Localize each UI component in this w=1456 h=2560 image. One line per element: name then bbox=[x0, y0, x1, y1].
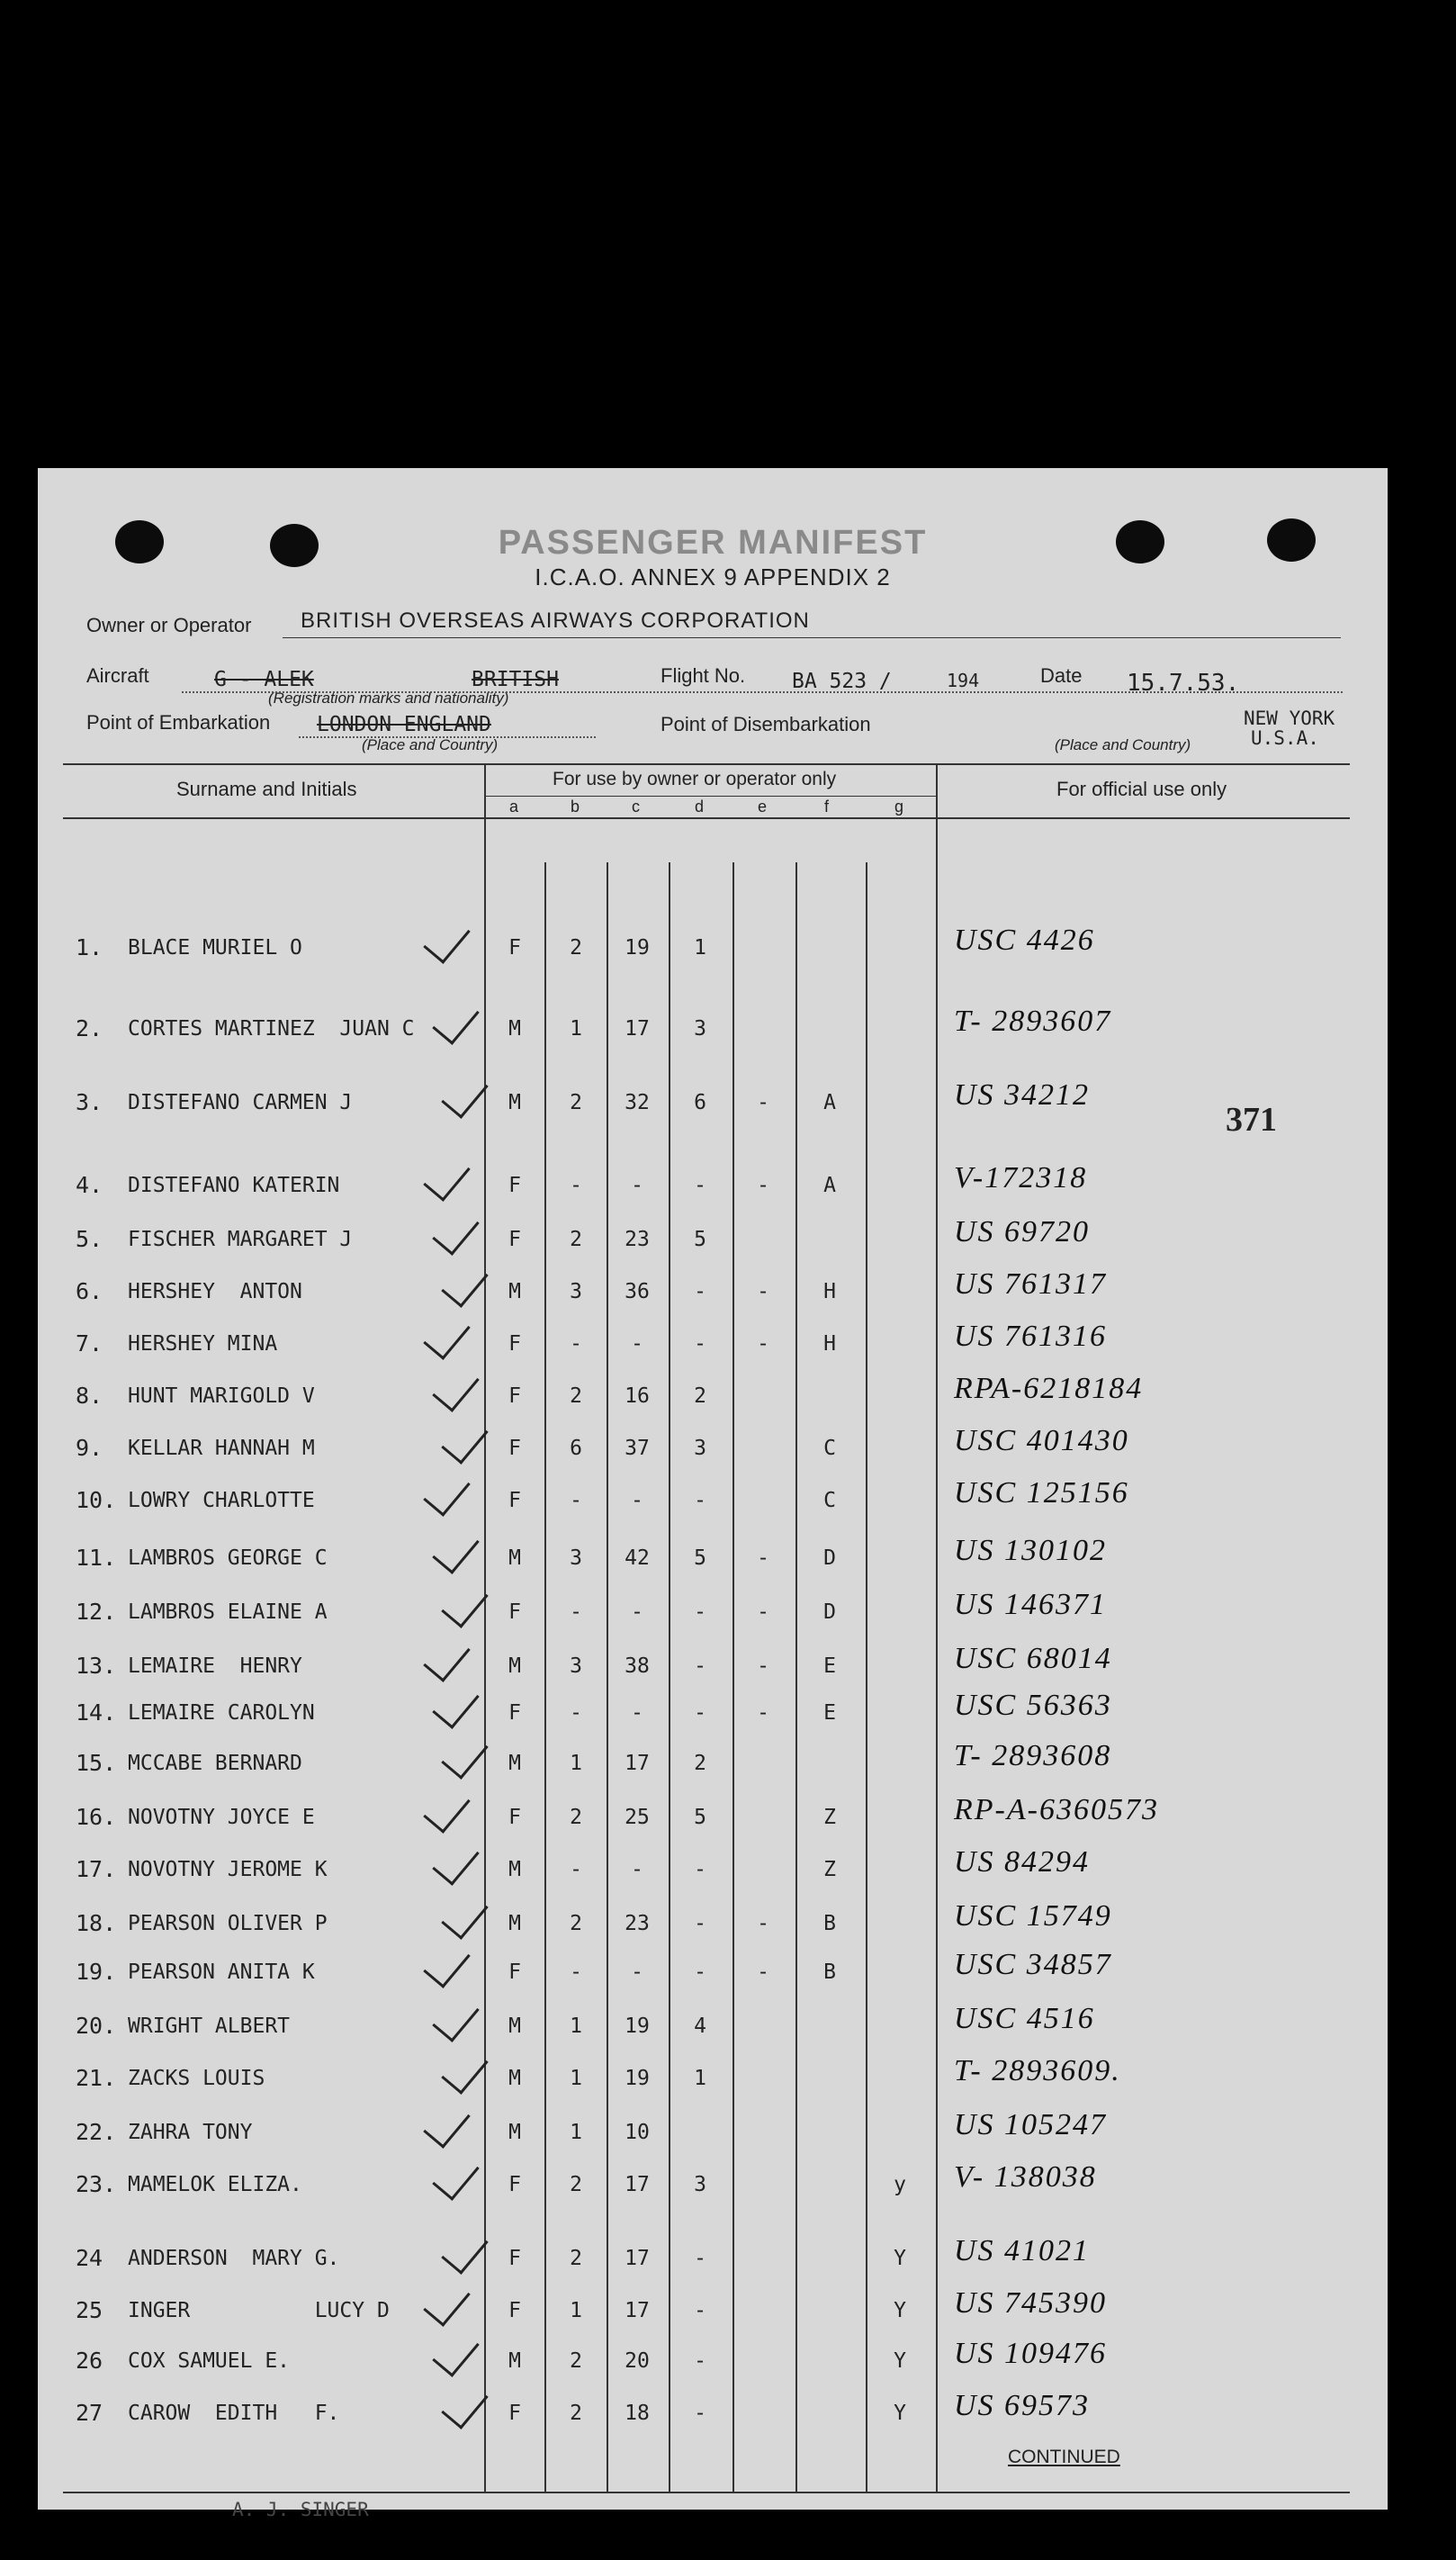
cell-a: M bbox=[508, 1546, 521, 1570]
passenger-name: MCCABE BERNARD bbox=[128, 1752, 302, 1775]
cell-d: - bbox=[694, 1332, 706, 1356]
cell-a: M bbox=[508, 1091, 521, 1114]
checkmark-icon bbox=[441, 1730, 488, 1780]
cell-d: 1 bbox=[694, 936, 706, 960]
cell-a: F bbox=[508, 2173, 521, 2196]
checkmark-icon bbox=[423, 1784, 470, 1834]
checkmark-icon bbox=[432, 1525, 479, 1574]
cell-d: 4 bbox=[694, 2015, 706, 2038]
checkmark-icon bbox=[423, 915, 470, 964]
official-entry: V- 138038 bbox=[954, 2160, 1097, 2194]
official-entry: US 761316 bbox=[954, 1320, 1108, 1353]
row-number: 14. bbox=[76, 1699, 117, 1726]
cell-a: F bbox=[508, 1384, 521, 1408]
cell-b: 3 bbox=[570, 1654, 582, 1678]
cell-a: F bbox=[508, 1961, 521, 1984]
official-entry: US 41021 bbox=[954, 2234, 1091, 2267]
official-entry: US 745390 bbox=[954, 2286, 1108, 2320]
cell-c: 37 bbox=[625, 1437, 650, 1460]
cell-d: - bbox=[694, 1858, 706, 1881]
cell-b: - bbox=[570, 1332, 582, 1356]
official-entry: US 84294 bbox=[954, 1845, 1091, 1879]
passenger-name: ANDERSON MARY G. bbox=[128, 2247, 340, 2270]
flight-suffix: 194 bbox=[947, 670, 980, 691]
checkmark-icon bbox=[432, 2151, 479, 2201]
owner-value: BRITISH OVERSEAS AIRWAYS CORPORATION bbox=[301, 608, 810, 633]
cell-b: - bbox=[570, 1600, 582, 1624]
cell-c: - bbox=[631, 1858, 643, 1881]
cell-d: - bbox=[694, 1701, 706, 1725]
cell-c: 25 bbox=[625, 1806, 650, 1829]
cell-c: - bbox=[631, 1489, 643, 1512]
passenger-name: ZACKS LOUIS bbox=[128, 2067, 265, 2090]
cell-b: 2 bbox=[570, 1091, 582, 1114]
cell-c: 17 bbox=[625, 1017, 650, 1041]
passenger-name: DISTEFANO CARMEN J bbox=[128, 1091, 353, 1114]
flight-label: Flight No. bbox=[661, 664, 746, 687]
passenger-name: HUNT MARIGOLD V bbox=[128, 1384, 315, 1408]
row-number: 6. bbox=[76, 1278, 103, 1304]
checkmark-icon bbox=[432, 1836, 479, 1886]
official-entry: RPA-6218184 bbox=[954, 1372, 1144, 1405]
cell-b: 2 bbox=[570, 1228, 582, 1251]
row-number: 17. bbox=[76, 1856, 117, 1882]
row-number: 3. bbox=[76, 1089, 103, 1115]
official-entry: T- 2893607 bbox=[954, 1005, 1112, 1038]
cell-a: M bbox=[508, 2015, 521, 2038]
date-label: Date bbox=[1040, 664, 1083, 687]
cell-c: 16 bbox=[625, 1384, 650, 1408]
date-value: 15.7.53. bbox=[1127, 670, 1240, 697]
cell-c: 36 bbox=[625, 1280, 650, 1303]
footer-signature: A. J. SINGER bbox=[232, 2499, 369, 2520]
row-number: 2. bbox=[76, 1015, 103, 1041]
checkmark-icon bbox=[441, 1579, 488, 1628]
aircraft-nationality: BRITISH bbox=[472, 668, 559, 691]
cell-a: F bbox=[508, 1489, 521, 1512]
checkmark-icon bbox=[432, 1363, 479, 1412]
official-entry: USC 56363 bbox=[954, 1689, 1112, 1722]
row-number: 26 bbox=[76, 2348, 103, 2374]
passenger-name: LEMAIRE CAROLYN bbox=[128, 1701, 315, 1725]
checkmark-icon bbox=[423, 1152, 470, 1202]
disembark-label: Point of Disembarkation bbox=[661, 713, 871, 735]
checkmark-icon bbox=[441, 1415, 488, 1465]
row-number: 18. bbox=[76, 1910, 117, 1936]
cell-e: - bbox=[757, 1701, 769, 1725]
row-number: 20. bbox=[76, 2013, 117, 2039]
cell-f: H bbox=[823, 1280, 836, 1303]
cell-b: 3 bbox=[570, 1280, 582, 1303]
cell-d: - bbox=[694, 1654, 706, 1678]
cell-b: 6 bbox=[570, 1437, 582, 1460]
owner-label: Owner or Operator bbox=[86, 614, 252, 636]
passenger-name: PEARSON ANITA K bbox=[128, 1961, 315, 1984]
cell-d: - bbox=[694, 1600, 706, 1624]
owner-underline bbox=[283, 637, 1341, 638]
cell-a: F bbox=[508, 2247, 521, 2270]
aircraft-note: (Registration marks and nationality) bbox=[268, 690, 509, 707]
column-rule bbox=[795, 862, 797, 2492]
cell-g: Y bbox=[894, 2349, 906, 2373]
row-number: 13. bbox=[76, 1653, 117, 1679]
cell-a: M bbox=[508, 2349, 521, 2373]
cell-c: 17 bbox=[625, 1752, 650, 1775]
official-entry: T- 2893609. bbox=[954, 2054, 1121, 2087]
cell-c: - bbox=[631, 1332, 643, 1356]
checkmark-icon bbox=[423, 1939, 470, 1988]
cell-d: 5 bbox=[694, 1546, 706, 1570]
cell-a: M bbox=[508, 1858, 521, 1881]
passenger-name: NOVOTNY JOYCE E bbox=[128, 1806, 315, 1829]
cell-d: 5 bbox=[694, 1228, 706, 1251]
cell-f: Z bbox=[823, 1858, 836, 1881]
row-number: 25 bbox=[76, 2297, 103, 2323]
column-header-official: For official use only bbox=[1056, 778, 1227, 800]
passenger-name: ZAHRA TONY bbox=[128, 2121, 253, 2144]
aircraft-dotted-line bbox=[182, 691, 1343, 693]
checkmark-icon bbox=[423, 1311, 470, 1360]
cell-a: M bbox=[508, 2067, 521, 2090]
cell-b: 2 bbox=[570, 936, 582, 960]
passenger-name: COX SAMUEL E. bbox=[128, 2349, 291, 2373]
passenger-name: KELLAR HANNAH M bbox=[128, 1437, 315, 1460]
cell-b: 2 bbox=[570, 2173, 582, 2196]
official-entry: RP-A-6360573 bbox=[954, 1793, 1159, 1826]
passenger-name: LAMBROS GEORGE C bbox=[128, 1546, 328, 1570]
checkmark-icon bbox=[441, 2225, 488, 2275]
cell-e: - bbox=[757, 1600, 769, 1624]
manifest-subtitle: I.C.A.O. ANNEX 9 APPENDIX 2 bbox=[535, 563, 891, 590]
official-entry: US 34212 bbox=[954, 1078, 1091, 1112]
aircraft-label: Aircraft bbox=[86, 664, 149, 687]
passenger-name: PEARSON OLIVER P bbox=[128, 1912, 328, 1935]
cell-d: 2 bbox=[694, 1752, 706, 1775]
passenger-name: NOVOTNY JEROME K bbox=[128, 1858, 328, 1881]
cell-c: 32 bbox=[625, 1091, 650, 1114]
cell-a: F bbox=[508, 2299, 521, 2322]
official-entry: US 105247 bbox=[954, 2108, 1108, 2141]
column-letter-c: c bbox=[632, 798, 640, 816]
cell-c: 19 bbox=[625, 936, 650, 960]
cell-b: - bbox=[570, 1174, 582, 1197]
column-rule bbox=[669, 862, 670, 2492]
passenger-name: LAMBROS ELAINE A bbox=[128, 1600, 328, 1624]
table-bottom-rule bbox=[63, 2492, 1350, 2493]
cell-a: M bbox=[508, 1654, 521, 1678]
checkmark-icon bbox=[432, 1993, 479, 2042]
cell-a: F bbox=[508, 936, 521, 960]
continued-label: CONTINUED bbox=[1008, 2447, 1120, 2467]
cell-a: M bbox=[508, 1280, 521, 1303]
cell-f: E bbox=[823, 1654, 836, 1678]
cell-a: F bbox=[508, 1174, 521, 1197]
cell-e: - bbox=[757, 1654, 769, 1678]
cell-d: - bbox=[694, 2247, 706, 2270]
cell-b: 1 bbox=[570, 1752, 582, 1775]
column-rule bbox=[607, 862, 608, 2492]
cell-d: 5 bbox=[694, 1806, 706, 1829]
checkmark-icon bbox=[423, 2099, 470, 2149]
official-entry: US 130102 bbox=[954, 1534, 1108, 1567]
official-entry: US 146371 bbox=[954, 1588, 1108, 1621]
passenger-name: HERSHEY MINA bbox=[128, 1332, 278, 1356]
stamp-number: 371 bbox=[1226, 1101, 1277, 1139]
cell-e: - bbox=[757, 1091, 769, 1114]
subheader-rule bbox=[484, 796, 936, 797]
column-letter-b: b bbox=[571, 798, 580, 816]
checkmark-icon bbox=[441, 2380, 488, 2429]
row-number: 23. bbox=[76, 2171, 117, 2197]
cell-d: - bbox=[694, 1174, 706, 1197]
cell-a: M bbox=[508, 1912, 521, 1935]
cell-d: - bbox=[694, 1489, 706, 1512]
row-number: 5. bbox=[76, 1226, 103, 1252]
cell-d: - bbox=[694, 1961, 706, 1984]
checkmark-icon bbox=[441, 1069, 488, 1119]
cell-c: 19 bbox=[625, 2067, 650, 2090]
checkmark-icon bbox=[441, 1890, 488, 1940]
cell-c: - bbox=[631, 1600, 643, 1624]
cell-e: - bbox=[757, 1174, 769, 1197]
cell-e: - bbox=[757, 1961, 769, 1984]
cell-b: 1 bbox=[570, 2015, 582, 2038]
official-entry: US 69573 bbox=[954, 2389, 1091, 2422]
row-number: 16. bbox=[76, 1804, 117, 1830]
column-rule bbox=[484, 763, 486, 2492]
flight-value: BA 523 / bbox=[792, 670, 892, 693]
cell-c: 10 bbox=[625, 2121, 650, 2144]
cell-a: F bbox=[508, 1437, 521, 1460]
checkmark-icon bbox=[423, 2277, 470, 2327]
row-number: 12. bbox=[76, 1599, 117, 1625]
cell-b: 1 bbox=[570, 2067, 582, 2090]
official-entry: V-172318 bbox=[954, 1161, 1088, 1194]
column-letter-d: d bbox=[695, 798, 705, 816]
official-entry: US 109476 bbox=[954, 2337, 1108, 2370]
row-number: 4. bbox=[76, 1172, 103, 1198]
official-entry: USC 4426 bbox=[954, 924, 1095, 957]
passenger-name: CORTES MARTINEZ JUAN C bbox=[128, 1017, 415, 1041]
cell-g: Y bbox=[894, 2299, 906, 2322]
cell-b: 2 bbox=[570, 1384, 582, 1408]
cell-b: 1 bbox=[570, 2299, 582, 2322]
manifest-title: PASSENGER MANIFEST bbox=[498, 524, 928, 562]
cell-c: - bbox=[631, 1701, 643, 1725]
cell-c: 17 bbox=[625, 2173, 650, 2196]
manifest-sheet bbox=[38, 468, 1388, 2510]
cell-c: - bbox=[631, 1961, 643, 1984]
column-rule bbox=[866, 862, 867, 2492]
checkmark-icon bbox=[441, 1258, 488, 1308]
cell-b: - bbox=[570, 1961, 582, 1984]
cell-d: 3 bbox=[694, 1017, 706, 1041]
cell-b: 1 bbox=[570, 2121, 582, 2144]
cell-d: 3 bbox=[694, 2173, 706, 2196]
cell-b: 2 bbox=[570, 1912, 582, 1935]
cell-f: E bbox=[823, 1701, 836, 1725]
cell-c: 17 bbox=[625, 2299, 650, 2322]
cell-a: M bbox=[508, 2121, 521, 2144]
cell-a: F bbox=[508, 2402, 521, 2425]
cell-c: 20 bbox=[625, 2349, 650, 2373]
checkmark-icon bbox=[432, 996, 479, 1045]
cell-f: Z bbox=[823, 1806, 836, 1829]
checkmark-icon bbox=[423, 1467, 470, 1517]
cell-a: F bbox=[508, 1806, 521, 1829]
cell-d: - bbox=[694, 2349, 706, 2373]
disembark-value-country: U.S.A. bbox=[1251, 727, 1319, 749]
official-entry: USC 34857 bbox=[954, 1948, 1112, 1981]
column-header-owner: For use by owner or operator only bbox=[553, 769, 837, 789]
row-number: 21. bbox=[76, 2065, 117, 2091]
cell-b: - bbox=[570, 1858, 582, 1881]
cell-f: D bbox=[823, 1600, 836, 1624]
cell-c: 42 bbox=[625, 1546, 650, 1570]
official-entry: USC 68014 bbox=[954, 1642, 1112, 1675]
cell-f: D bbox=[823, 1546, 836, 1570]
passenger-name: DISTEFANO KATERIN bbox=[128, 1174, 340, 1197]
cell-a: F bbox=[508, 1228, 521, 1251]
row-number: 22. bbox=[76, 2119, 117, 2145]
official-entry: US 69720 bbox=[954, 1215, 1091, 1248]
cell-g: y bbox=[894, 2173, 906, 2196]
column-rule bbox=[732, 862, 734, 2492]
cell-d: 3 bbox=[694, 1437, 706, 1460]
checkmark-icon bbox=[432, 1206, 479, 1256]
official-entry: USC 15749 bbox=[954, 1899, 1112, 1933]
embark-dotted-line bbox=[299, 736, 596, 738]
cell-f: B bbox=[823, 1912, 836, 1935]
cell-e: - bbox=[757, 1280, 769, 1303]
row-number: 27 bbox=[76, 2400, 103, 2426]
row-number: 8. bbox=[76, 1383, 103, 1409]
passenger-name: INGER LUCY D bbox=[128, 2299, 390, 2322]
cell-b: - bbox=[570, 1489, 582, 1512]
column-header-name: Surname and Initials bbox=[176, 778, 357, 800]
cell-b: 1 bbox=[570, 1017, 582, 1041]
table-top-rule bbox=[63, 763, 1350, 765]
passenger-name: MAMELOK ELIZA. bbox=[128, 2173, 302, 2196]
cell-d: - bbox=[694, 1912, 706, 1935]
cell-c: 23 bbox=[625, 1228, 650, 1251]
checkmark-icon bbox=[432, 2328, 479, 2377]
passenger-name: WRIGHT ALBERT bbox=[128, 2015, 291, 2038]
cell-a: F bbox=[508, 1332, 521, 1356]
cell-f: H bbox=[823, 1332, 836, 1356]
cell-b: 2 bbox=[570, 2402, 582, 2425]
cell-g: Y bbox=[894, 2402, 906, 2425]
cell-b: 2 bbox=[570, 2349, 582, 2373]
cell-c: 38 bbox=[625, 1654, 650, 1678]
official-entry: USC 125156 bbox=[954, 1476, 1129, 1510]
cell-b: 2 bbox=[570, 1806, 582, 1829]
cell-f: A bbox=[823, 1174, 836, 1197]
cell-a: F bbox=[508, 1701, 521, 1725]
checkmark-icon bbox=[441, 2045, 488, 2095]
cell-e: - bbox=[757, 1546, 769, 1570]
aircraft-value: G - ALEK bbox=[214, 668, 314, 691]
cell-c: 17 bbox=[625, 2247, 650, 2270]
embark-label: Point of Embarkation bbox=[86, 711, 271, 734]
cell-d: 2 bbox=[694, 1384, 706, 1408]
cell-d: - bbox=[694, 1280, 706, 1303]
column-rule bbox=[936, 763, 938, 2492]
row-number: 15. bbox=[76, 1750, 117, 1776]
cell-c: 23 bbox=[625, 1912, 650, 1935]
disembark-note: (Place and Country) bbox=[1055, 736, 1191, 753]
official-entry: US 761317 bbox=[954, 1267, 1108, 1301]
row-number: 7. bbox=[76, 1330, 103, 1357]
cell-c: 19 bbox=[625, 2015, 650, 2038]
cell-f: B bbox=[823, 1961, 836, 1984]
cell-a: F bbox=[508, 1600, 521, 1624]
cell-b: - bbox=[570, 1701, 582, 1725]
passenger-name: LEMAIRE HENRY bbox=[128, 1654, 302, 1678]
row-number: 1. bbox=[76, 934, 103, 960]
column-letter-e: e bbox=[758, 798, 768, 816]
cell-f: C bbox=[823, 1437, 836, 1460]
cell-c: - bbox=[631, 1174, 643, 1197]
cell-f: A bbox=[823, 1091, 836, 1114]
cell-e: - bbox=[757, 1332, 769, 1356]
table-header-rule bbox=[63, 817, 1350, 819]
passenger-name: CAROW EDITH F. bbox=[128, 2402, 340, 2425]
passenger-name: BLACE MURIEL O bbox=[128, 936, 302, 960]
column-letter-g: g bbox=[894, 798, 904, 816]
row-number: 24 bbox=[76, 2245, 103, 2271]
cell-b: 3 bbox=[570, 1546, 582, 1570]
cell-g: Y bbox=[894, 2247, 906, 2270]
checkmark-icon bbox=[432, 1680, 479, 1729]
cell-d: - bbox=[694, 2402, 706, 2425]
column-letter-a: a bbox=[509, 798, 519, 816]
cell-e: - bbox=[757, 1912, 769, 1935]
row-number: 9. bbox=[76, 1435, 103, 1461]
cell-a: M bbox=[508, 1017, 521, 1041]
column-rule bbox=[544, 862, 546, 2492]
official-entry: T- 2893608 bbox=[954, 1739, 1112, 1772]
official-entry: USC 4516 bbox=[954, 2002, 1095, 2035]
cell-b: 2 bbox=[570, 2247, 582, 2270]
row-number: 10. bbox=[76, 1487, 117, 1513]
cell-d: 1 bbox=[694, 2067, 706, 2090]
official-entry: USC 401430 bbox=[954, 1424, 1129, 1457]
passenger-name: HERSHEY ANTON bbox=[128, 1280, 302, 1303]
cell-a: M bbox=[508, 1752, 521, 1775]
row-number: 11. bbox=[76, 1545, 117, 1571]
embark-value: LONDON ENGLAND bbox=[317, 713, 491, 736]
embark-note: (Place and Country) bbox=[362, 736, 499, 753]
cell-d: - bbox=[694, 2299, 706, 2322]
column-letter-f: f bbox=[824, 798, 830, 816]
cell-d: 6 bbox=[694, 1091, 706, 1114]
disembark-value-city: NEW YORK bbox=[1244, 708, 1335, 729]
cell-f: C bbox=[823, 1489, 836, 1512]
passenger-name: LOWRY CHARLOTTE bbox=[128, 1489, 315, 1512]
passenger-name: FISCHER MARGARET J bbox=[128, 1228, 353, 1251]
cell-c: 18 bbox=[625, 2402, 650, 2425]
row-number: 19. bbox=[76, 1959, 117, 1985]
checkmark-icon bbox=[423, 1633, 470, 1682]
